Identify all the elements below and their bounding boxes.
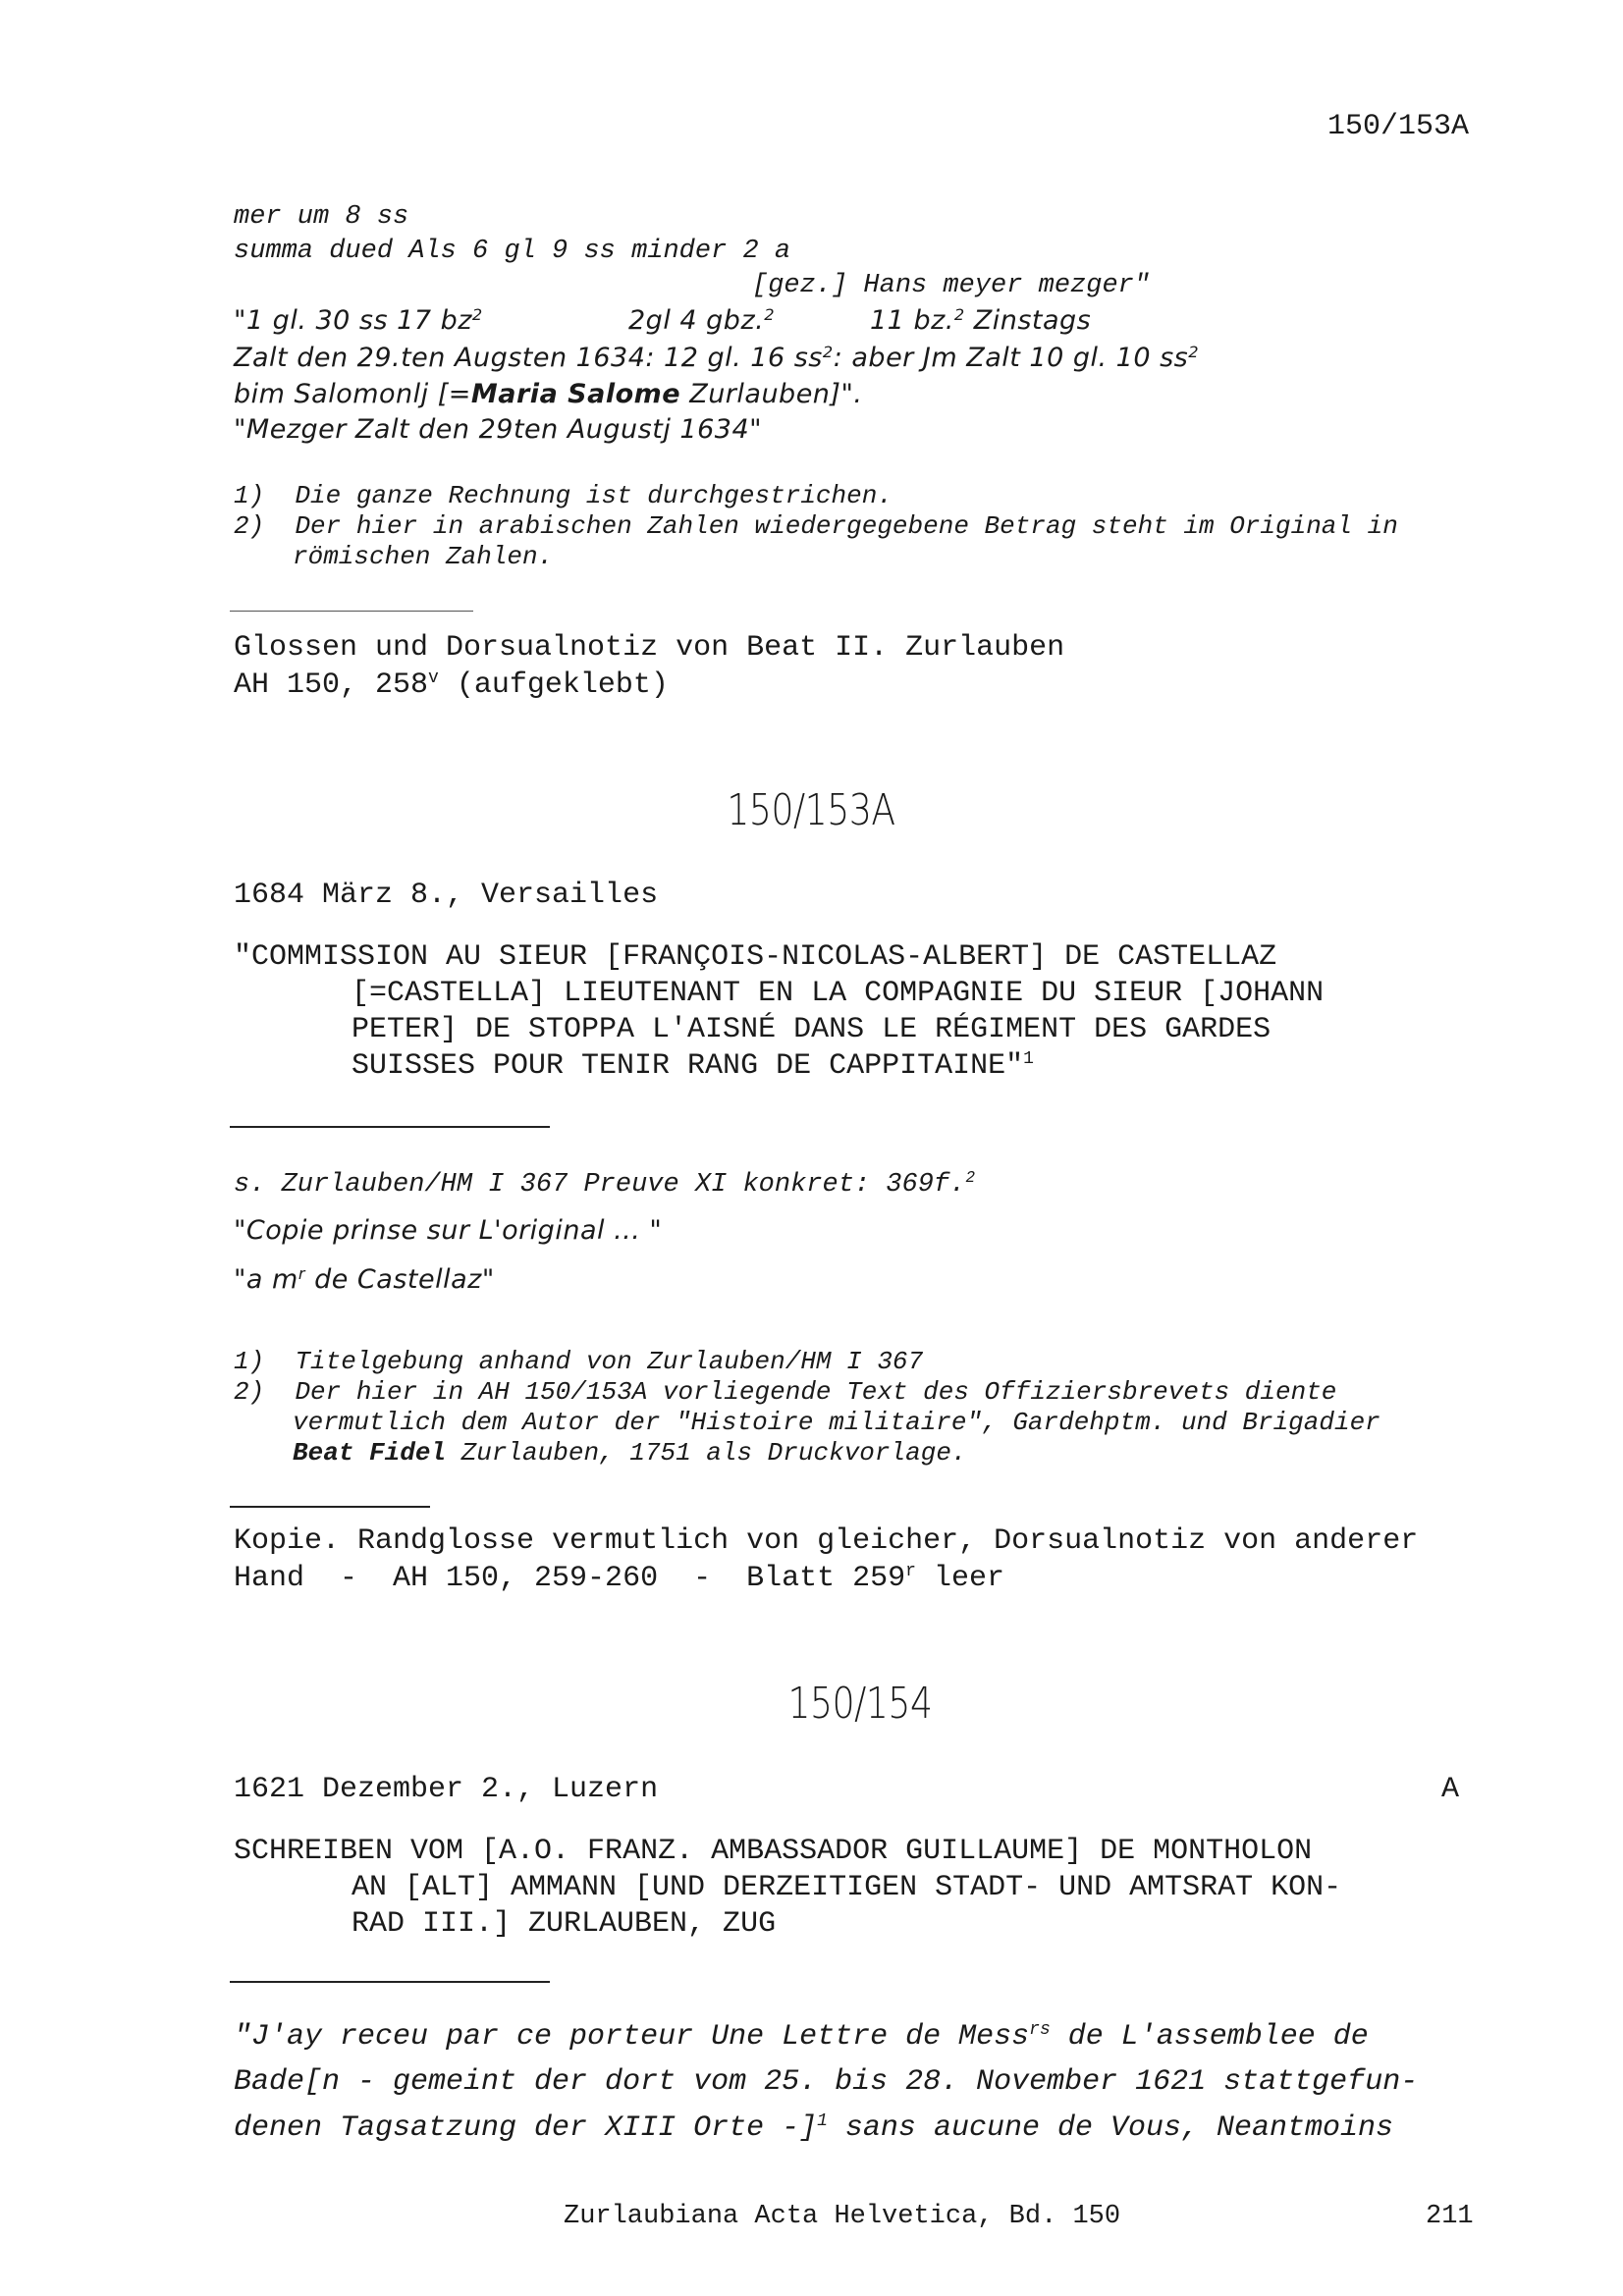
handwritten-line: "a $m^r$ de Castellaz" (234, 1264, 495, 1295)
footnote-cont: Beat Fidel Zurlauben, 1751 als Druckvorlage. (293, 1438, 967, 1468)
footnote-cont: römischen Zahlen. (293, 542, 554, 571)
doc-title-line: PETER] DE STOPPA L'AISNÉ DANS LE RÉGIMENT DES GARDES (352, 1013, 1271, 1046)
divider (230, 1506, 430, 1508)
doc-number: 150/153A (727, 785, 895, 835)
text-line: "J'ay receu par ce porteur Une Lettre de Mess$^{rs}$ de L'assemblee de (234, 2020, 1369, 2054)
handwritten-line: bim Salomonlj [=Maria Salome Zurlauben]". (234, 379, 863, 409)
handwritten-line: "Copie prinse sur L'original ... " (234, 1215, 663, 1246)
text-line: summa dued Als 6 gl 9 ss minder 2 a (234, 237, 791, 266)
text-line: denen Tagsatzung der XIII Orte -]$^1$ sans aucune de Vous, Neantmoins (234, 2111, 1394, 2145)
doc-title-line: RAD III.] ZURLAUBEN, ZUG (352, 1907, 777, 1941)
footnote: 1) Titelgebung anhand von Zurlauben/HM I 367 (234, 1347, 924, 1376)
provenance: Hand - AH 150, 259-260 - Blatt 259$^r$ leer (234, 1562, 1004, 1595)
handwritten-line: 11 bz.$^2$ Zinstags (870, 305, 1092, 336)
handwritten-line: Zalt den 29.ten Augsten 1634: 12 gl. 16 $ss^2$: aber Jm Zalt 10 gl. 10 $ss^2$ (234, 343, 1200, 373)
archive-letter: A (1441, 1773, 1460, 1806)
date-place: 1621 Dezember 2., Luzern (234, 1773, 659, 1806)
doc-title-line: SUISSES POUR TENIR RANG DE CAPPITAINE"$^1$ (352, 1049, 1034, 1083)
date-place: 1684 März 8., Versailles (234, 879, 659, 912)
footnote: 1) Die ganze Rechnung ist durchgestrichen. (234, 481, 893, 510)
footnote: 2) Der hier in arabischen Zahlen wiedergegebene Betrag steht im Original in (234, 511, 1398, 541)
provenance: Glossen und Dorsualnotiz von Beat II. Zurlauben (234, 631, 1065, 665)
handwritten-line: "1 gl. 30 ss 17 $bz^2$ (234, 305, 483, 336)
divider (230, 1981, 550, 1983)
handwritten-line: "Mezger Zalt den 29ten Augustj 1634" (234, 414, 763, 445)
doc-title-line: AN [ALT] AMMANN [UND DERZEITIGEN STADT- UND AMTSRAT KON- (352, 1871, 1342, 1904)
footer-series: Zurlaubiana Acta Helvetica, Bd. 150 (564, 2202, 1121, 2231)
reference: s. Zurlauben/HM I 367 Preuve XI konkret: 369f.$^2$ (234, 1169, 976, 1200)
doc-number: 150/154 (787, 1679, 933, 1729)
doc-title-line: SCHREIBEN VOM [A.O. FRANZ. AMBASSADOR GUILLAUME] DE MONTHOLON (234, 1835, 1313, 1868)
provenance: AH 150, 258$^v$ (aufgeklebt) (234, 668, 669, 702)
running-head: 150/153A (1327, 110, 1470, 143)
text-line: Bade[n - gemeint der dort vom 25. bis 28. November 1621 stattgefun- (234, 2065, 1419, 2099)
doc-title-line: [=CASTELLA] LIEUTENANT EN LA COMPAGNIE DU SIEUR [JOHANN (352, 977, 1325, 1010)
divider (230, 1126, 550, 1128)
footnote-cont: vermutlich dem Autor der "Histoire militaire", Gardehptm. und Brigadier (293, 1408, 1380, 1437)
page-number: 211 (1426, 2202, 1474, 2231)
signature: [gez.] Hans meyer mezger" (752, 271, 1151, 300)
text-line: mer um 8 ss (234, 202, 409, 232)
provenance: Kopie. Randglosse vermutlich von gleicher, Dorsualnotiz von anderer (234, 1524, 1419, 1558)
footnote: 2) Der hier in AH 150/153A vorliegende Text des Offiziersbrevets diente (234, 1377, 1337, 1407)
handwritten-line: 2gl 4 gbz.$^2$ (628, 305, 776, 336)
doc-title-line: "COMMISSION AU SIEUR [FRANÇOIS-NICOLAS-ALBERT] DE CASTELLAZ (234, 940, 1277, 974)
divider (230, 611, 473, 612)
